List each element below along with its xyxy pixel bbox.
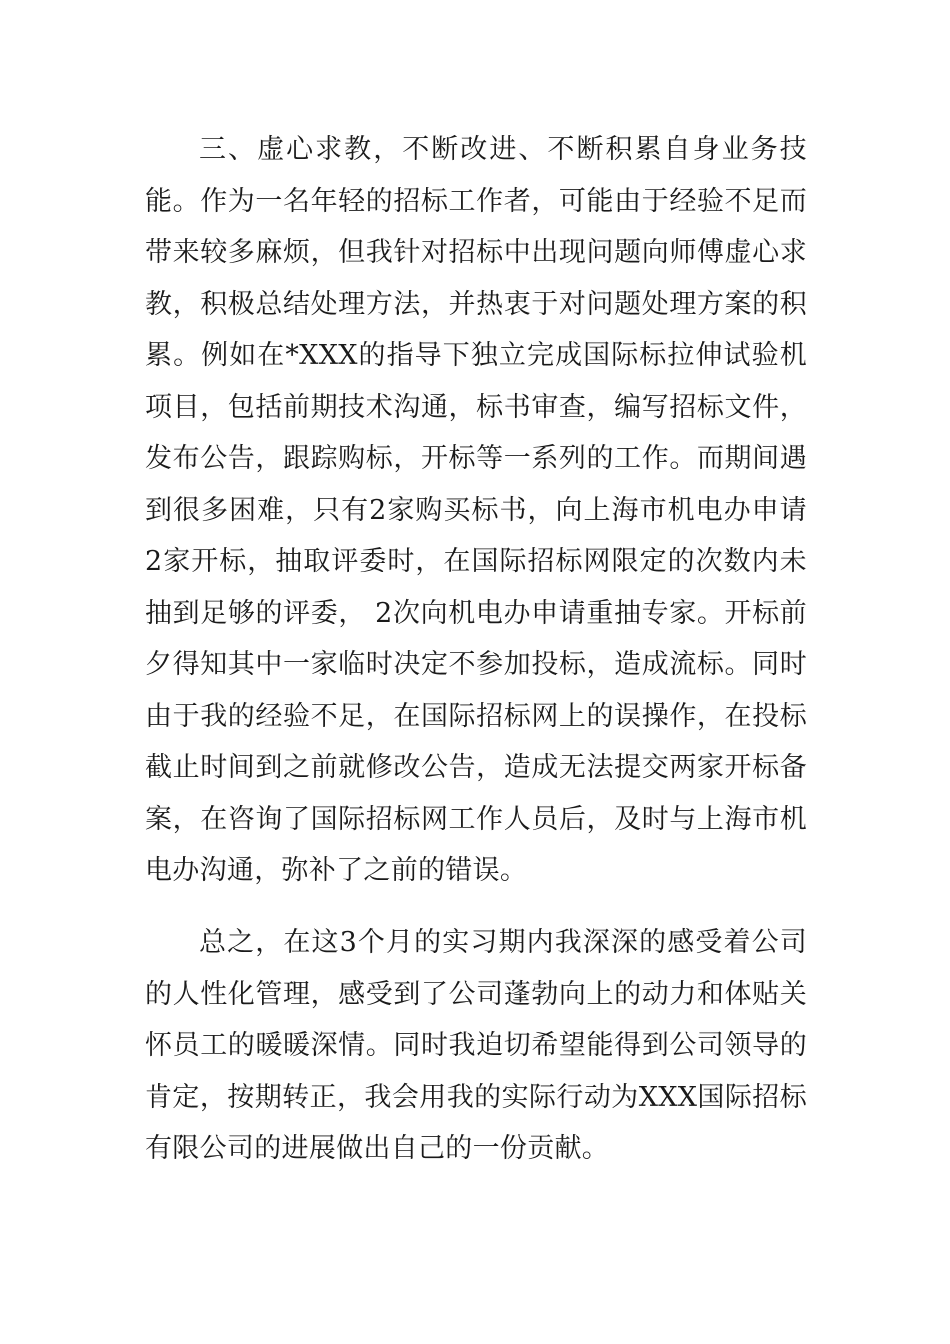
body-paragraph-2: 总之，在这3个月的实习期内我深深的感受着公司的人性化管理，感受到了公司蓬勃向上的动力和体贴关怀员工的暖暖深情。同时我迫切希望能得到公司领导的肯定，按期转正，我会用我的实际行动为XXX国际招标有限公司的进展做出自己的一份贡献。 bbox=[145, 927, 807, 1164]
body-paragraph-1: 三、虚心求教，不断改进、不断积累自身业务技能。作为一名年轻的招标工作者，可能由于经验不足而带来较多麻烦，但我针对招标中出现问题向师傅虚心求教，积极总结处理方法，并热衷于对问题处理方案的积累。例如在*XXX的指导下独立完成国际标拉伸试验机项目，包括前期技术沟通，标书审查，编写招标文件，发布公告，跟踪购标，开标等一系列的工作。而期间遇到很多困难，只有2家购买标书，向上海市机电办申请2家开标，抽取评委时，在国际招标网限定的次数内未抽到足够的评委， 2次向机电办申请重抽专家。开标前夕得知其中一家临时决定不参加投标，造成流标。同时由于我的经验不足，在国际招标网上的误操作，在投标截止时间到之前就修改公告，造成无法提交两家开标备案，在咨询了国际招标网工作人员后，及时与上海市机电办沟通，弥补了之前的错误。 bbox=[145, 134, 807, 886]
